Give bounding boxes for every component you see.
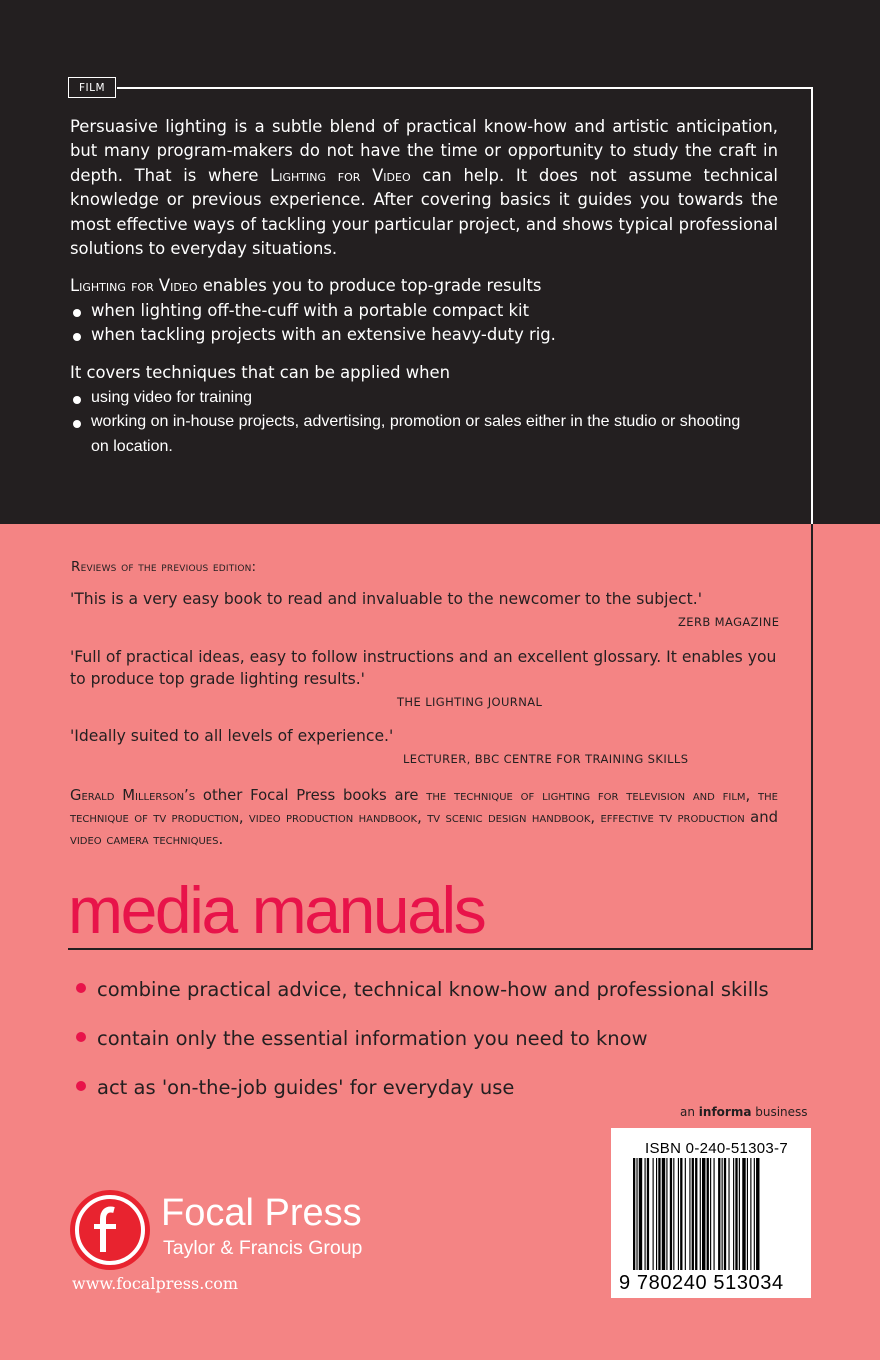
book-title-inline: Lighting for Video — [70, 276, 198, 295]
barcode-bar — [700, 1158, 701, 1270]
review-quote: 'Full of practical ideas, easy to follow instructions and an excellent glossary. It enables you to produce top grade lighting results.' — [70, 648, 777, 688]
barcode-bar — [673, 1158, 674, 1270]
barcode-bar — [639, 1158, 642, 1270]
barcode-bar — [678, 1158, 679, 1270]
reviews-heading: Reviews of the previous edition: — [71, 559, 257, 575]
barcode-bar — [707, 1158, 709, 1270]
list-item: when tackling projects with an extensive heavy-duty rig. — [70, 323, 556, 347]
barcode-bar — [733, 1158, 734, 1270]
barcode-bar — [662, 1158, 665, 1270]
barcode-bar — [756, 1158, 759, 1270]
other-books-lead: other Focal Press books are — [195, 787, 427, 804]
other-books-and: and — [744, 809, 778, 827]
review-quote: 'This is a very easy book to read and invaluable to the newcomer to the subject.' — [70, 590, 702, 608]
barcode-bar — [750, 1158, 751, 1270]
review-source: THE LIGHTING JOURNAL — [397, 695, 543, 709]
publisher-name: Focal Press — [161, 1192, 362, 1234]
barcode-bar — [718, 1158, 720, 1270]
barcode-bar — [747, 1158, 748, 1270]
list-item: using video for training — [70, 386, 750, 410]
publisher-group: Taylor & Francis Group — [163, 1237, 363, 1259]
barcode-bar — [695, 1158, 697, 1270]
barcode-bar — [754, 1158, 755, 1270]
frame-line-right-lower — [811, 524, 813, 950]
results-list — [70, 299, 556, 348]
covers-lead: It covers techniques that can be applied when — [70, 363, 451, 382]
barcode-bar — [670, 1158, 672, 1270]
barcode-number: 9 780240 513034 — [619, 1272, 784, 1294]
barcode-bar — [692, 1158, 694, 1270]
intro-text-1: Persuasive lighting is a subtle blend of practical know-how and artistic anticipation, but many program-makers do not have the time or opportunity to study the craft in depth. That is where — [70, 117, 778, 185]
covers-list — [70, 386, 750, 459]
informa-post: business — [751, 1105, 808, 1119]
list-item: when lighting off-the-cuff with a portable compact kit — [70, 299, 556, 323]
barcode-bar — [735, 1158, 737, 1270]
review-source: LECTURER, BBC CENTRE FOR TRAINING SKILLS — [403, 752, 689, 766]
informa-bold: informa — [698, 1105, 752, 1119]
informa-tagline — [680, 1105, 808, 1119]
other-books-end: . — [218, 831, 224, 849]
series-features — [72, 965, 769, 1112]
focal-press-logo-icon — [70, 1190, 150, 1270]
informa-pre: an — [680, 1105, 699, 1119]
series-name: media manuals — [68, 873, 485, 947]
feature-item: combine practical advice, technical know-how and professional skills — [72, 965, 769, 1014]
feature-item: contain only the essential information you need to know — [72, 1014, 769, 1063]
feature-item: act as 'on-the-job guides' for everyday use — [72, 1063, 769, 1112]
intro-text-2: can help. It does not assume technical knowledge or previous experience. After covering basics it guides you towards the most effective ways of tackling your particular project, and shows typical professional solutions to everyday situations. — [70, 165, 778, 259]
barcode-bar — [633, 1158, 635, 1270]
barcode-bar — [739, 1158, 740, 1270]
frame-line-right — [811, 87, 813, 524]
book-title-inline: Lighting for Video — [270, 165, 411, 185]
barcode-bar — [728, 1158, 729, 1270]
barcode-bar — [666, 1158, 667, 1270]
results-lead — [70, 274, 541, 298]
barcode-bar — [722, 1158, 723, 1270]
intro-paragraph — [70, 115, 778, 261]
other-book-last-title: video camera techniques — [70, 831, 219, 849]
review-quote: 'Ideally suited to all levels of experience.' — [70, 727, 394, 745]
barcode-bar — [702, 1158, 705, 1270]
category-tag: FILM — [68, 77, 116, 98]
barcode-bar — [656, 1158, 657, 1270]
review-source: ZERB MAGAZINE — [678, 615, 780, 629]
logo-f-mark — [70, 1190, 150, 1270]
barcode-bar — [685, 1158, 686, 1270]
barcode-bar — [710, 1158, 711, 1270]
barcode-bar — [647, 1158, 649, 1270]
list-item: working on in-house projects, advertising, promotion or sales either in the studio or shooting on location. — [70, 410, 750, 459]
barcode-bar — [742, 1158, 745, 1270]
publisher-url[interactable]: www.focalpress.com — [72, 1274, 239, 1293]
other-books-paragraph — [70, 785, 778, 852]
barcode-bar — [658, 1158, 660, 1270]
barcode-bar — [636, 1158, 637, 1270]
frame-line-top — [117, 87, 813, 89]
other-book-titles: the technique of lighting for television and film, the technique of tv production, video production handbook, tv scenic design handbook, effective tv production — [70, 787, 778, 827]
results-lead-text: enables you to produce top-grade results — [197, 276, 542, 295]
barcode-bar — [714, 1158, 715, 1270]
barcode-bar — [689, 1158, 690, 1270]
barcode-bar — [645, 1158, 646, 1270]
barcode-bar — [653, 1158, 654, 1270]
author-name: Gerald Millerson’s — [70, 787, 196, 804]
barcode-bar — [680, 1158, 682, 1270]
isbn-number: ISBN 0-240-51303-7 — [645, 1140, 788, 1157]
barcode-bar — [724, 1158, 726, 1270]
barcode-box — [611, 1128, 811, 1298]
